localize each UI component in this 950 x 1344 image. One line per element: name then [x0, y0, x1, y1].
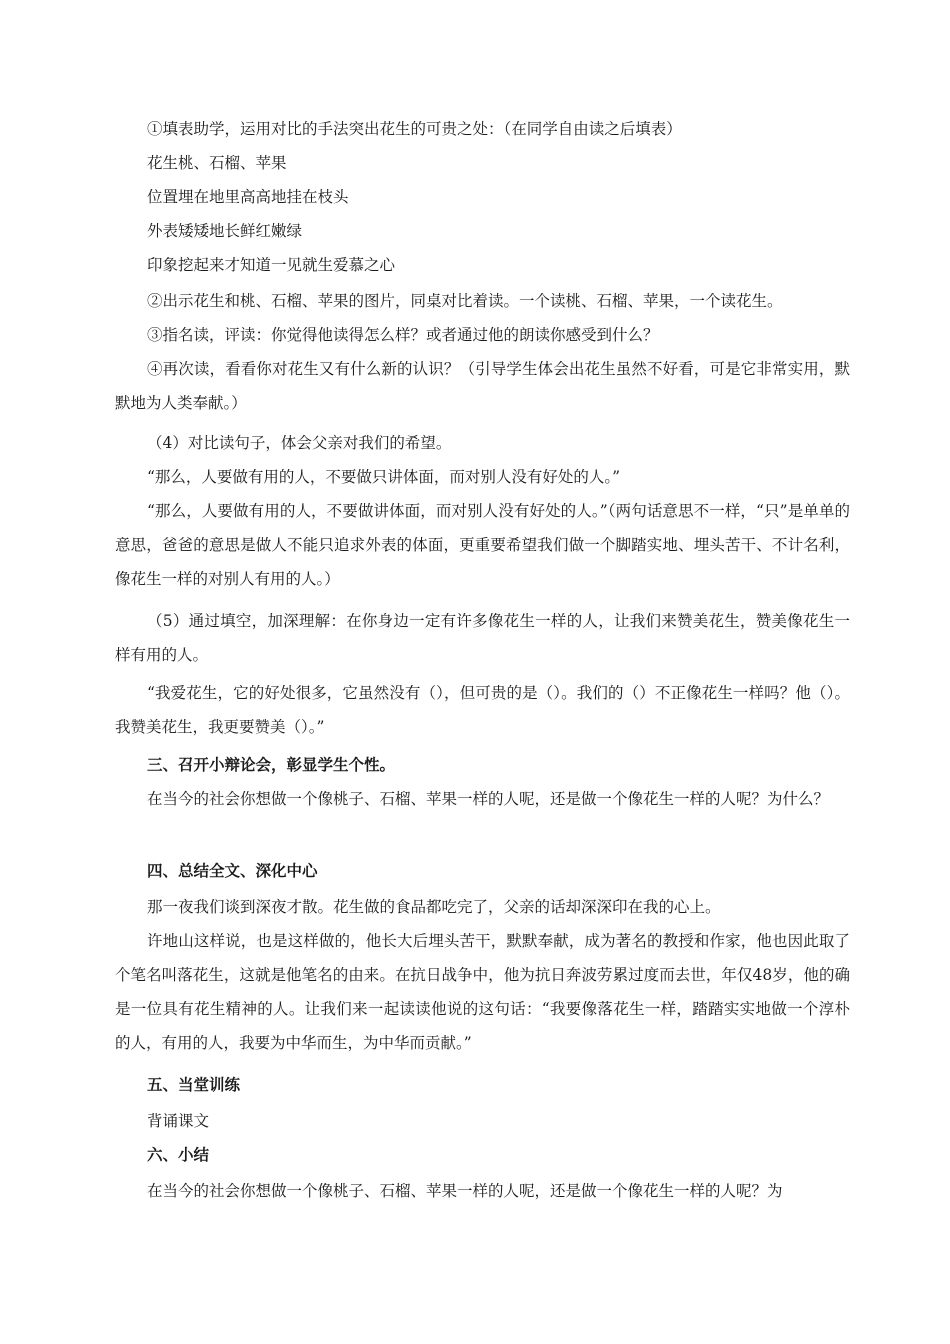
paragraph-quote-2: “那么，人要做有用的人，不要做讲体面，而对别人没有好处的人。”（两句话意思不一样，“只”是单单的意思，爸爸的意思是做人不能只追求外表的体面，更重要希望我们做一个脚踏实地、埋头苦干、不计名利，像花生一样的对别人有用的人。）	[115, 502, 850, 588]
table-row-appearance: 外表矮矮地长鲜红嫩绿	[147, 222, 303, 240]
paragraph-fill-blanks: （5）通过填空，加深理解：在你身边一定有许多像花生一样的人，让我们来赞美花生，赞美像花生一样有用的人。	[115, 612, 850, 664]
paragraph-read-again: ④再次读，看看你对花生又有什么新的认识？（引导学生体会出花生虽然不好看，可是它非常实用，默默地为人类奉献。）	[115, 360, 850, 412]
paragraph-recite: 背诵课文	[147, 1112, 210, 1130]
table-row-header: 花生桃、石榴、苹果	[147, 154, 287, 172]
paragraph-summary: 在当今的社会你想做一个像桃子、石榴、苹果一样的人呢，还是做一个像花生一样的人呢？为	[147, 1182, 783, 1200]
section-heading-3: 三、召开小辩论会，彰显学生个性。	[147, 755, 396, 774]
paragraph-read-evaluate: ③指名读，评读：你觉得他读得怎么样？或者通过他的朗读你感受到什么？	[147, 326, 659, 344]
paragraph-xu-dishan: 许地山这样说，也是这样做的，他长大后埋头苦干，默默奉献，成为著名的教授和作家，他也因此取了个笔名叫落花生，这就是他笔名的由来。在抗日战争中，他为抗日奔波劳累过度而去世，年仅48岁，他的确是一位具有花生精神的人。让我们来一起读读他说的这句话：“我要像落花生一样，踏踏实实地做一个淳朴的人，有用的人，我要为中华而生，为中华而贡献。”	[115, 932, 850, 1052]
section-heading-6: 六、小结	[147, 1145, 210, 1164]
paragraph-that-night: 那一夜我们谈到深夜才散。花生做的食品都吃完了，父亲的话却深深印在我的心上。	[147, 898, 721, 916]
paragraph-fill-table: ①填表助学，运用对比的手法突出花生的可贵之处：（在同学自由读之后填表）	[147, 120, 682, 138]
table-row-position: 位置埋在地里高高地挂在枝头	[147, 188, 349, 206]
paragraph-debate-question: 在当今的社会你想做一个像桃子、石榴、苹果一样的人呢，还是做一个像花生一样的人呢？为什么？	[147, 790, 830, 808]
section-heading-4: 四、总结全文、深化中心	[147, 861, 318, 880]
paragraph-compare-sentences: （4）对比读句子，体会父亲对我们的希望。	[147, 434, 452, 452]
table-row-impression: 印象挖起来才知道一见就生爱慕之心	[147, 256, 396, 274]
section-heading-5: 五、当堂训练	[147, 1075, 241, 1094]
paragraph-praise-peanut: “我爱花生，它的好处很多，它虽然没有（），但可贵的是（）。我们的（）不正像花生一样吗？他（）。我赞美花生，我更要赞美（）。”	[115, 684, 850, 736]
paragraph-show-pictures: ②出示花生和桃、石榴、苹果的图片，同桌对比着读。一个读桃、石榴、苹果，一个读花生。	[147, 292, 783, 310]
paragraph-quote-1: “那么，人要做有用的人，不要做只讲体面，而对别人没有好处的人。”	[147, 468, 621, 486]
